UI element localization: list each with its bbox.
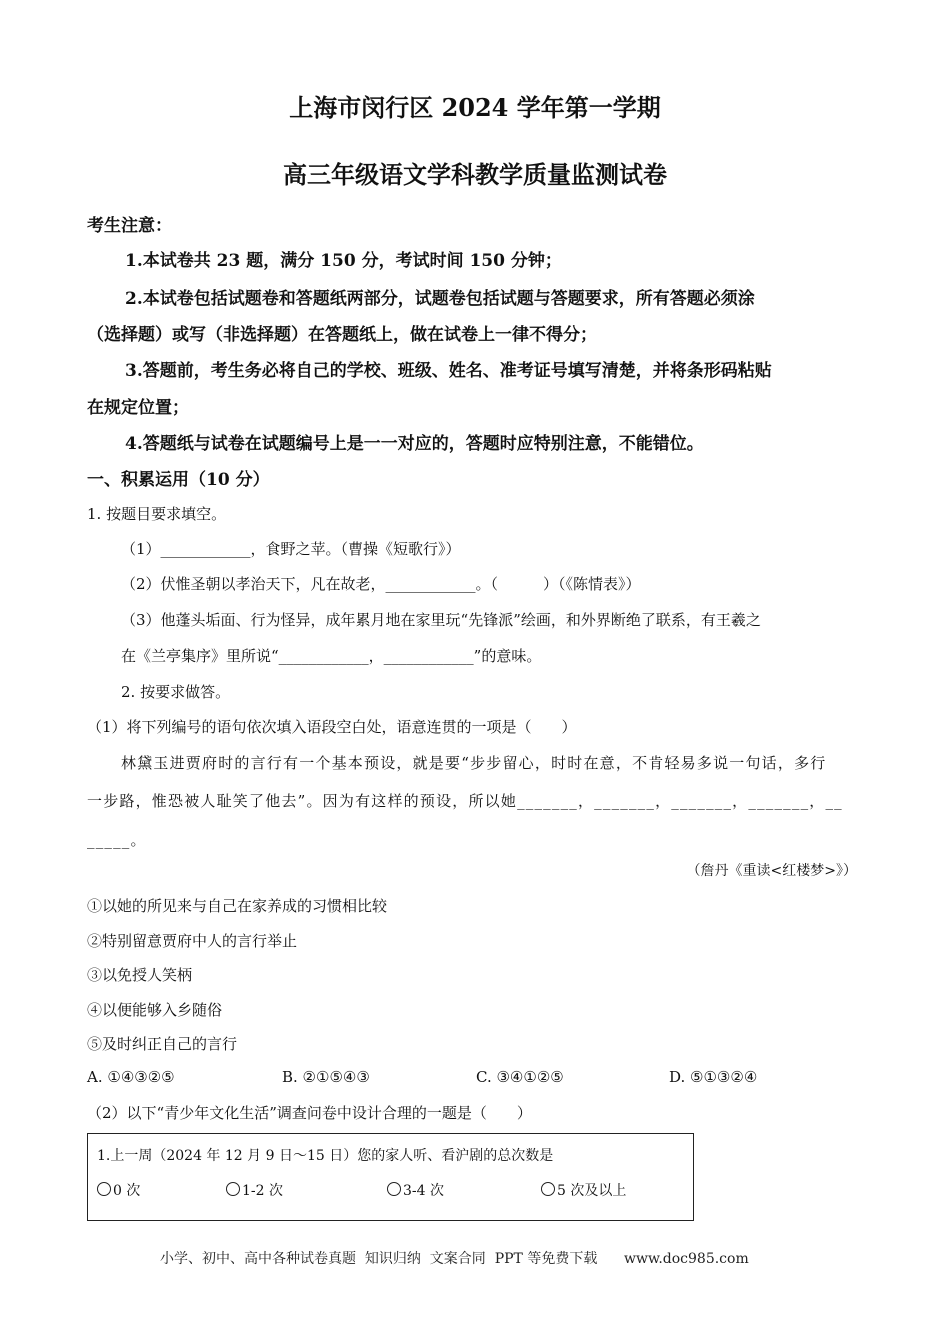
survey-question: 1.上一周（2024 年 12 月 9 日～15 日）您的家人听、看沪剧的总次数是	[97, 1148, 554, 1164]
radio-circle-icon	[226, 1182, 240, 1196]
notice-heading: 考生注意：	[87, 216, 172, 236]
list-item: ①以她的所见来与自己在家养成的习惯相比较	[87, 897, 388, 915]
radio-circle-icon	[97, 1182, 111, 1196]
choice-b: B. ②①⑤④③	[282, 1068, 370, 1086]
question-1-3-cont: 在《兰亭集序》里所说“____________，____________”的意味。	[121, 647, 542, 665]
question-2-1: （1）将下列编号的语句依次填入语段空白处，语意连贯的一项是（ ）	[87, 718, 577, 736]
choice-a: A. ①④③②⑤	[87, 1068, 175, 1086]
passage-source: （詹丹《重读<红楼梦>》）	[686, 863, 857, 879]
radio-circle-icon	[541, 1182, 555, 1196]
notice-item-1: 1.本试卷共 23 题，满分 150 分，考试时间 150 分钟；	[125, 251, 562, 271]
page-footer: 小学、初中、高中各种试卷真题 知识归纳 文案合同 PPT 等免费下载 www.doc985.com	[160, 1251, 749, 1267]
question-2-stem: 2. 按要求做答。	[121, 683, 231, 701]
list-item: ④以便能够入乡随俗	[87, 1001, 223, 1019]
page-subtitle: 高三年级语文学科教学质量监测试卷	[283, 160, 667, 189]
survey-option: 1-2 次	[226, 1180, 283, 1200]
notice-item-4: 4.答题纸与试卷在试题编号上是一一对应的，答题时应特别注意，不能错位。	[125, 434, 704, 454]
notice-item-2-cont: （选择题）或写（非选择题）在答题纸上，做在试卷上一律不得分；	[87, 325, 597, 345]
choice-c: C. ③④①②⑤	[476, 1068, 564, 1086]
section-heading: 一、积累运用（10 分）	[87, 470, 270, 490]
passage-line-3: _____。	[87, 831, 147, 849]
choice-d: D. ⑤①③②④	[669, 1068, 758, 1086]
notice-item-2: 2.本试卷包括试题卷和答题纸两部分，试题卷包括试题与答题要求，所有答题必须涂	[125, 289, 755, 309]
question-1-3: （3）他蓬头垢面、行为怪异，成年累月地在家里玩“先锋派”绘画，和外界断绝了联系，有王羲之	[121, 611, 761, 629]
survey-option: 3-4 次	[387, 1180, 444, 1200]
question-2-2: （2）以下“青少年文化生活”调查问卷中设计合理的一题是（ ）	[87, 1104, 532, 1122]
page-title: 上海市闵行区 2024 学年第一学期	[289, 93, 661, 122]
question-1-stem: 1. 按题目要求填空。	[87, 505, 227, 523]
passage-line-2: 一步路，惟恐被人耻笑了他去”。因为有这样的预设，所以她_______，_______，_______，_______，__	[87, 792, 843, 810]
survey-option: 5 次及以上	[541, 1180, 626, 1200]
question-1-1: （1）____________，食野之苹。（曹操《短歌行》）	[121, 540, 461, 558]
notice-item-3-cont: 在规定位置；	[87, 398, 189, 418]
list-item: ⑤及时纠正自己的言行	[87, 1035, 238, 1053]
passage-line-1: 林黛玉进贾府时的言行有一个基本预设，就是要“步步留心，时时在意，不肯轻易多说一句话，多行	[121, 754, 827, 772]
list-item: ②特别留意贾府中人的言行举止	[87, 932, 298, 950]
radio-circle-icon	[387, 1182, 401, 1196]
notice-item-3: 3.答题前，考生务必将自己的学校、班级、姓名、准考证号填写清楚，并将条形码粘贴	[125, 361, 772, 381]
survey-option: 0 次	[97, 1180, 140, 1200]
list-item: ③以免授人笑柄	[87, 966, 193, 984]
question-1-2: （2）伏惟圣朝以孝治天下，凡在故老，____________。（ ）（《陈情表》）	[121, 575, 641, 593]
